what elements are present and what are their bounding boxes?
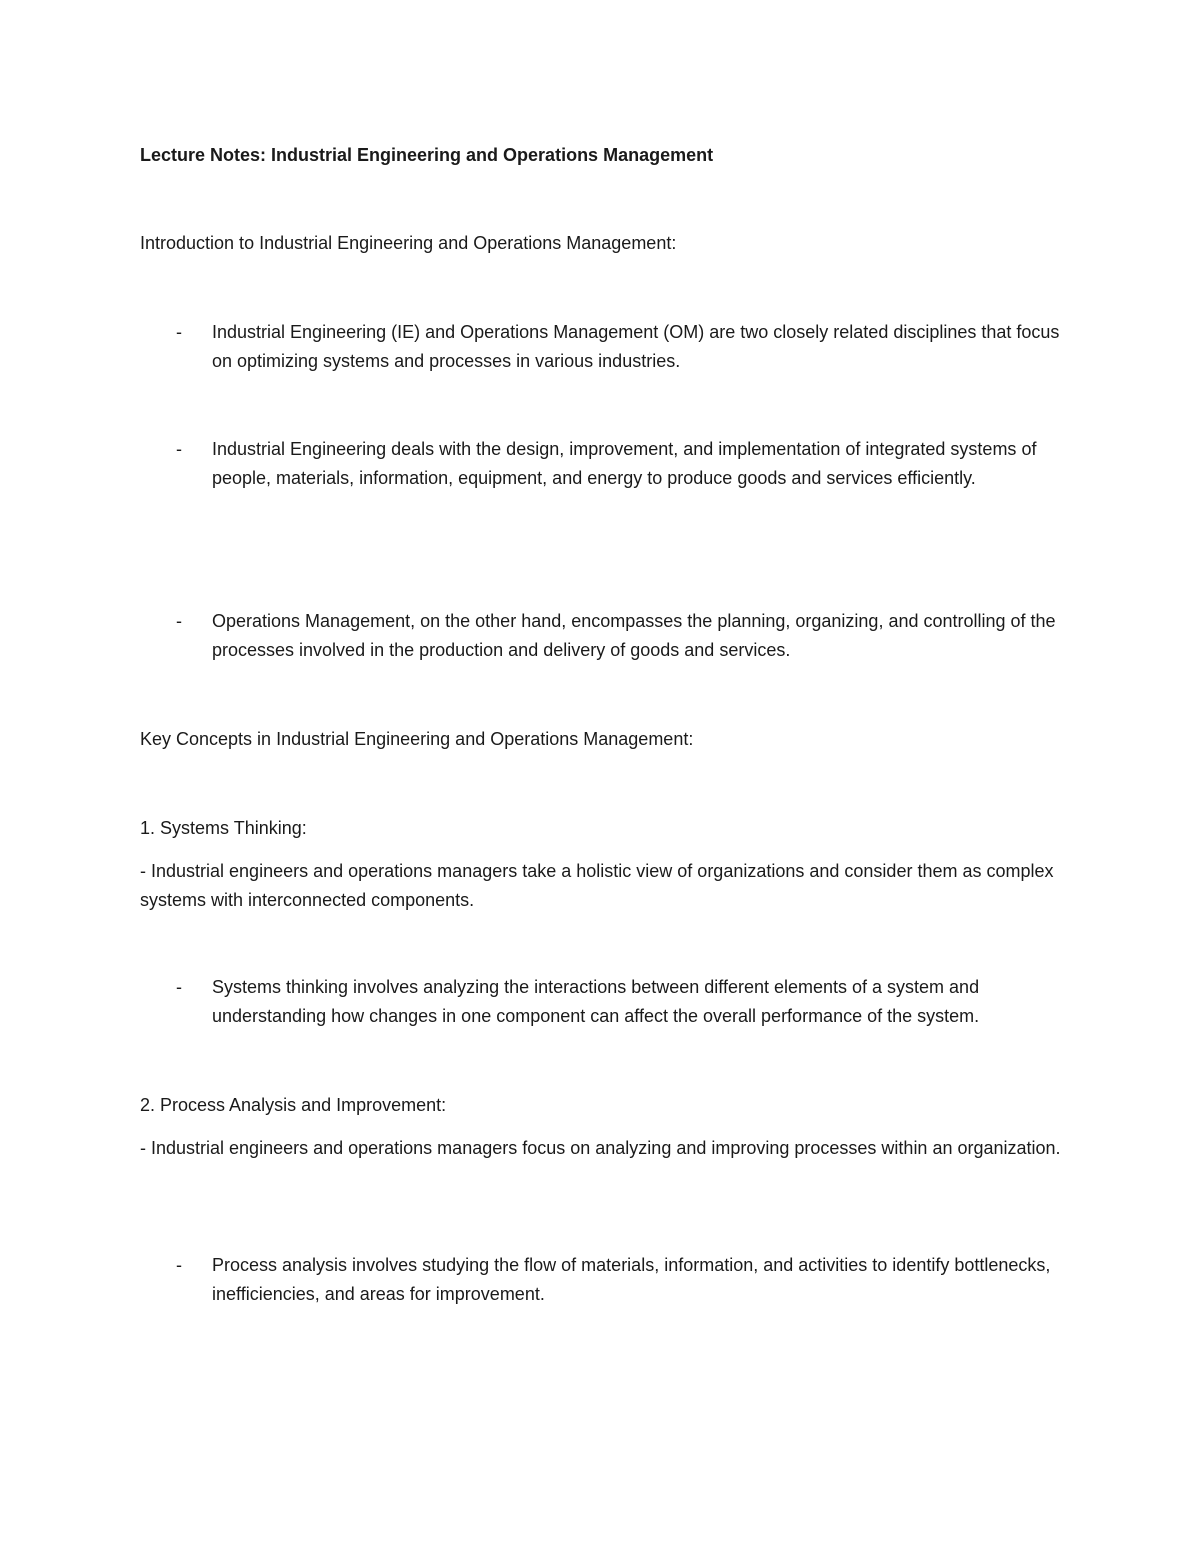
bullet-dash: - bbox=[176, 439, 182, 459]
section-bullet-systems-thinking: Systems thinking involves analyzing the interactions between different elements of a system and understanding how changes in one component can affect the overall performance of the system. bbox=[212, 977, 980, 1026]
document-title: Lecture Notes: Industrial Engineering and Operations Management bbox=[140, 145, 714, 165]
section-heading-systems-thinking: 1. Systems Thinking: bbox=[140, 818, 307, 838]
section-paragraph-process-analysis: - Industrial engineers and operations managers focus on analyzing and improving processes within an organization. bbox=[140, 1138, 1061, 1158]
bullet-dash: - bbox=[176, 977, 182, 997]
section-bullet-process-analysis: Process analysis involves studying the flow of materials, information, and activities to identify bottlenecks, inefficiencies, and areas for improvement. bbox=[212, 1255, 1051, 1304]
bullet-dash: - bbox=[176, 611, 182, 631]
intro-heading: Introduction to Industrial Engineering and Operations Management: bbox=[140, 233, 677, 253]
intro-bullet-1: Industrial Engineering (IE) and Operations Management (OM) are two closely related disciplines that focus on optimizing systems and processes in various industries. bbox=[212, 322, 1060, 371]
intro-bullet-3: Operations Management, on the other hand, encompasses the planning, organizing, and controlling of the processes involved in the production and delivery of goods and services. bbox=[212, 611, 1056, 660]
key-concepts-heading: Key Concepts in Industrial Engineering and Operations Management: bbox=[140, 729, 694, 749]
bullet-dash: - bbox=[176, 322, 182, 342]
intro-bullet-2: Industrial Engineering deals with the design, improvement, and implementation of integrated systems of people, materials, information, equipment, and energy to produce goods and services efficiently. bbox=[212, 439, 1037, 488]
section-heading-process-analysis: 2. Process Analysis and Improvement: bbox=[140, 1095, 447, 1115]
bullet-dash: - bbox=[176, 1255, 182, 1275]
section-paragraph-systems-thinking: - Industrial engineers and operations managers take a holistic view of organizations and consider them as complex systems with interconnected components. bbox=[140, 861, 1054, 910]
